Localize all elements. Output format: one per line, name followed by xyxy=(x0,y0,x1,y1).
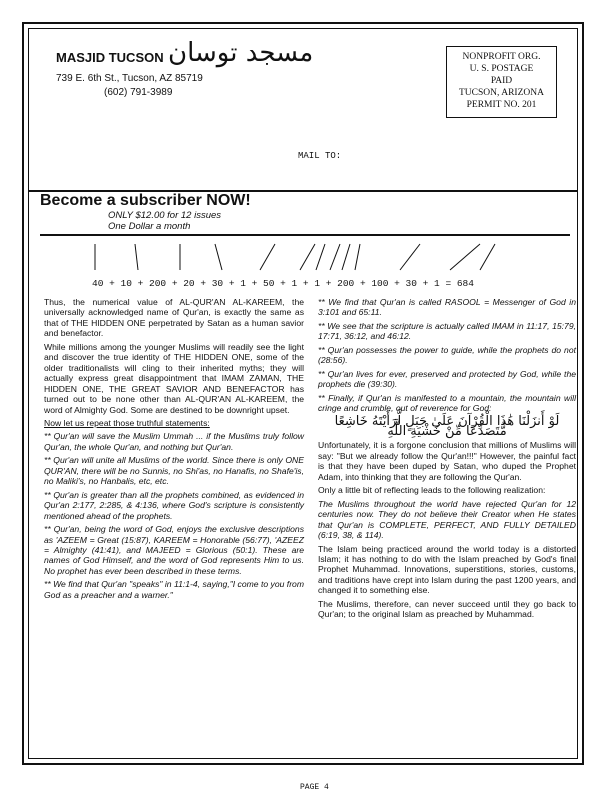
subscribe-title: Become a subscriber NOW! xyxy=(40,192,251,209)
numeric-sum: 40 + 10 + 200 + 20 + 30 + 1 + 50 + 1 + 1 + 200 + 100 + 30 + 1 = 684 xyxy=(92,278,474,289)
statement: ** Qur'an will unite all Muslims of the world. Since there is only ONE QUR'AN, there will be no Sunnis, no Shi'as, no Hanafis, no Shafe'is, no Maliki's, no Hanbalis, etc, etc. xyxy=(44,455,304,487)
statement: ** Qur'an lives for ever, preserved and protected by God, while the prophets die (39:30). xyxy=(318,368,576,390)
statement: ** Qur'an possesses the power to guide, while the prophets do not (28:56). xyxy=(318,344,576,366)
statement: ** Qur'an is greater than all the prophets combined, as evidenced in Qur'an 2:177, 2:285, & 4:136, where God's scripture is consistently mentioned ahead of the prophets. xyxy=(44,489,304,521)
phone: (602) 791-3989 xyxy=(104,87,173,98)
subscribe-price xyxy=(108,210,221,232)
statement: ** Qur'an, being the word of God, enjoys the exclusive descriptions as 'AZEEM = Great (15:87), KAREEM = Honorable (56:77), 'AZEEZ = Almighty (41:41), and MAJEED = Glorious (50:1). These are names of God Himself, and the word of God represents Him to us. No prophet has ever been described in these terms. xyxy=(44,524,304,576)
letter-arrows-diagram xyxy=(40,238,565,278)
divider xyxy=(40,234,570,236)
statement: ** We find that Qur'an is called RASOOL = Messenger of God in 3:101 and 65:11. xyxy=(318,297,576,318)
address: 739 E. 6th St., Tucson, AZ 85719 xyxy=(56,73,203,84)
statement: ** Qur'an will save the Muslim Ummah ... if the Muslims truly follow Qur'an, the whole Qur'an, and nothing but Qur'an. xyxy=(44,431,304,452)
paragraph: The Islam being practiced around the world today is a distorted Islam; it has nothing to do with the Islam preached by God's final Prophet Muhammad. Innovations, superstitions, stories, customs, and traditions have crept into Islam during the past 1200 years, and changed it to something else. xyxy=(318,543,576,596)
paragraph: While millions among the younger Muslims will readily see the light and discover the true identity of THE HIDDEN ONE, some of the older traditionalists will cling to their inherited myths; they will actually express great disappointment that IMAM ZAMAN, THE HIDDEN ONE, THE GREAT SAVIOR AND BENEFACTOR has turned out to be none other than AL-QUR'AN AL-KAREEM, the word of Almighty God. Some are destined to be downright upset. xyxy=(44,341,304,415)
statement: ** We find that Qur'an "speaks" in 11:1-4, saying,"I come to you from God as a preacher and a warner." xyxy=(44,579,304,600)
price-line: One Dollar a month xyxy=(108,221,191,232)
postage-box xyxy=(446,46,557,118)
arabic-verse: لَوْ أَنزَلْنَا هَٰذَا الْقُرْآنَ عَلَىٰ جَبَلٍ لَّرَأَيْتَهُ خَاشِعًا مُّتَصَدِّعًا مِّنْ خَشْيَةِ اللَّهِ xyxy=(334,413,560,439)
postage-line: U. S. POSTAGE xyxy=(469,64,534,74)
section-heading: Now let us repeat those truthful statements: xyxy=(44,417,210,428)
org-name: MASJID TUCSON xyxy=(56,50,164,65)
paragraph: Thus, the numerical value of AL-QUR'AN AL-KAREEM, the universally acknowledged name of Qur'an, is exactly the same as that of THE HIDDEN ONE perpetrated by Satan as a human savior and benefactor. xyxy=(44,297,304,339)
postage-line: NONPROFIT ORG. xyxy=(462,52,541,62)
price-line: ONLY $12.00 for 12 issues xyxy=(108,210,222,221)
statement: ** Finally, if Qur'an is manifested to a mountain, the mountain will cringe and crumble, out of reverence for God: xyxy=(318,392,576,414)
left-column xyxy=(44,297,304,603)
postage-line: PAID xyxy=(490,76,513,86)
right-column xyxy=(318,297,576,623)
paragraph: Unfortunately, it is a forgone conclusion that millions of Muslims will say: "But we already follow the Qur'an!!!" However, the painful fact is that they have been duped by Satan, who duped the Prophet Adam, into thinking that they are following the Qur'an. xyxy=(318,440,576,482)
paragraph: The Muslims, therefore, can never succeed until they go back to Qur'an; to the original Islam as preached by Muhammad. xyxy=(318,598,576,620)
statement: ** We see that the scripture is actually called IMAM in 11:17, 15:79, 17:71, 36:12, and 46:12. xyxy=(318,320,576,342)
postage-line: PERMIT NO. 201 xyxy=(466,100,537,110)
paragraph: The Muslims throughout the world have rejected Qur'an for 12 centuries now. They do not believe their Creator when He states that Qur'an is COMPLETE, PERFECT, AND FULLY DETAILED (6:19, 38, & 114). xyxy=(318,498,576,541)
postage-line: TUCSON, ARIZONA xyxy=(459,88,544,98)
page-number: PAGE 4 xyxy=(300,783,329,792)
paragraph: Only a little bit of reflecting leads to the following realization: xyxy=(318,485,546,496)
org-name-arabic: مسجد توسان xyxy=(168,38,314,68)
mail-to-label: MAIL TO: xyxy=(298,151,342,161)
